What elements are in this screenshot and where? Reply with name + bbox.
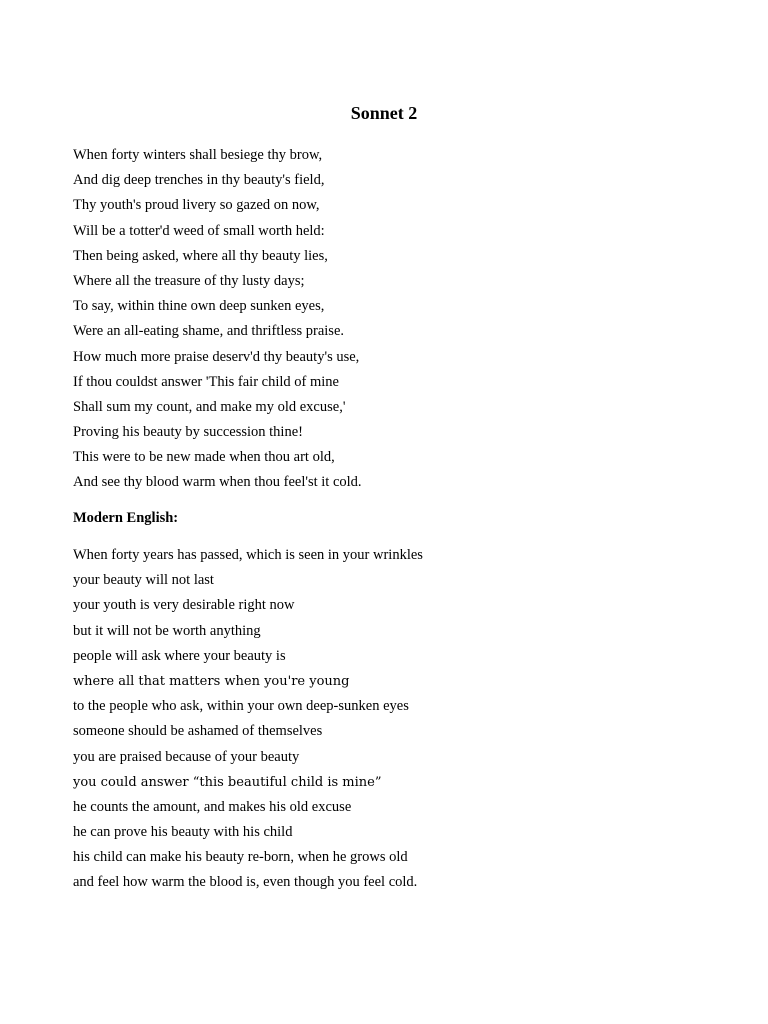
modern-line: your beauty will not last <box>73 572 214 589</box>
sonnet-line: Proving his beauty by succession thine! <box>73 424 303 441</box>
sonnet-line: And dig deep trenches in thy beauty's field, <box>73 172 325 189</box>
sonnet-line: How much more praise deserv'd thy beauty's use, <box>73 348 360 365</box>
modern-line: he can prove his beauty with his child <box>73 824 293 841</box>
sonnet-line: Were an all-eating shame, and thriftless praise. <box>73 323 345 340</box>
modern-line: someone should be ashamed of themselves <box>73 723 323 740</box>
sonnet-line: To say, within thine own deep sunken eyes, <box>73 298 325 315</box>
sonnet-line: Thy youth's proud livery so gazed on now, <box>73 197 320 214</box>
modern-line: but it will not be worth anything <box>73 622 261 639</box>
sonnet-line: Will be a totter'd weed of small worth held: <box>73 222 325 239</box>
modern-line: When forty years has passed, which is seen in your wrinkles <box>73 547 423 563</box>
sonnet-line: When forty winters shall besiege thy brow, <box>73 147 323 163</box>
modern-line: you are praised because of your beauty <box>73 748 300 765</box>
sonnet-line: Where all the treasure of thy lusty days; <box>73 272 305 289</box>
modern-line: where all that matters when you're young <box>73 673 350 689</box>
sonnet-line: And see thy blood warm when thou feel'st it cold. <box>73 474 362 491</box>
sonnet-line: If thou couldst answer 'This fair child of mine <box>73 373 339 390</box>
sonnet-line: Shall sum my count, and make my old excuse,' <box>73 398 346 415</box>
sonnet-line: Then being asked, where all thy beauty lies, <box>73 247 328 264</box>
modern-line: to the people who ask, within your own deep-sunken eyes <box>73 698 409 715</box>
modern-line: people will ask where your beauty is <box>73 647 286 664</box>
sonnet-line: This were to be new made when thou art old, <box>73 449 335 466</box>
modern-line: you could answer “this beautiful child is mine” <box>73 774 382 790</box>
modern-line: his child can make his beauty re-born, when he grows old <box>73 849 408 866</box>
modern-line: your youth is very desirable right now <box>73 597 295 614</box>
page-title: Sonnet 2 <box>350 103 418 123</box>
modern-english-heading: Modern English: <box>73 510 179 526</box>
original-sonnet <box>73 143 362 496</box>
modern-translation <box>73 543 423 896</box>
modern-line: he counts the amount, and makes his old excuse <box>73 798 352 815</box>
modern-line: and feel how warm the blood is, even though you feel cold. <box>73 874 418 891</box>
